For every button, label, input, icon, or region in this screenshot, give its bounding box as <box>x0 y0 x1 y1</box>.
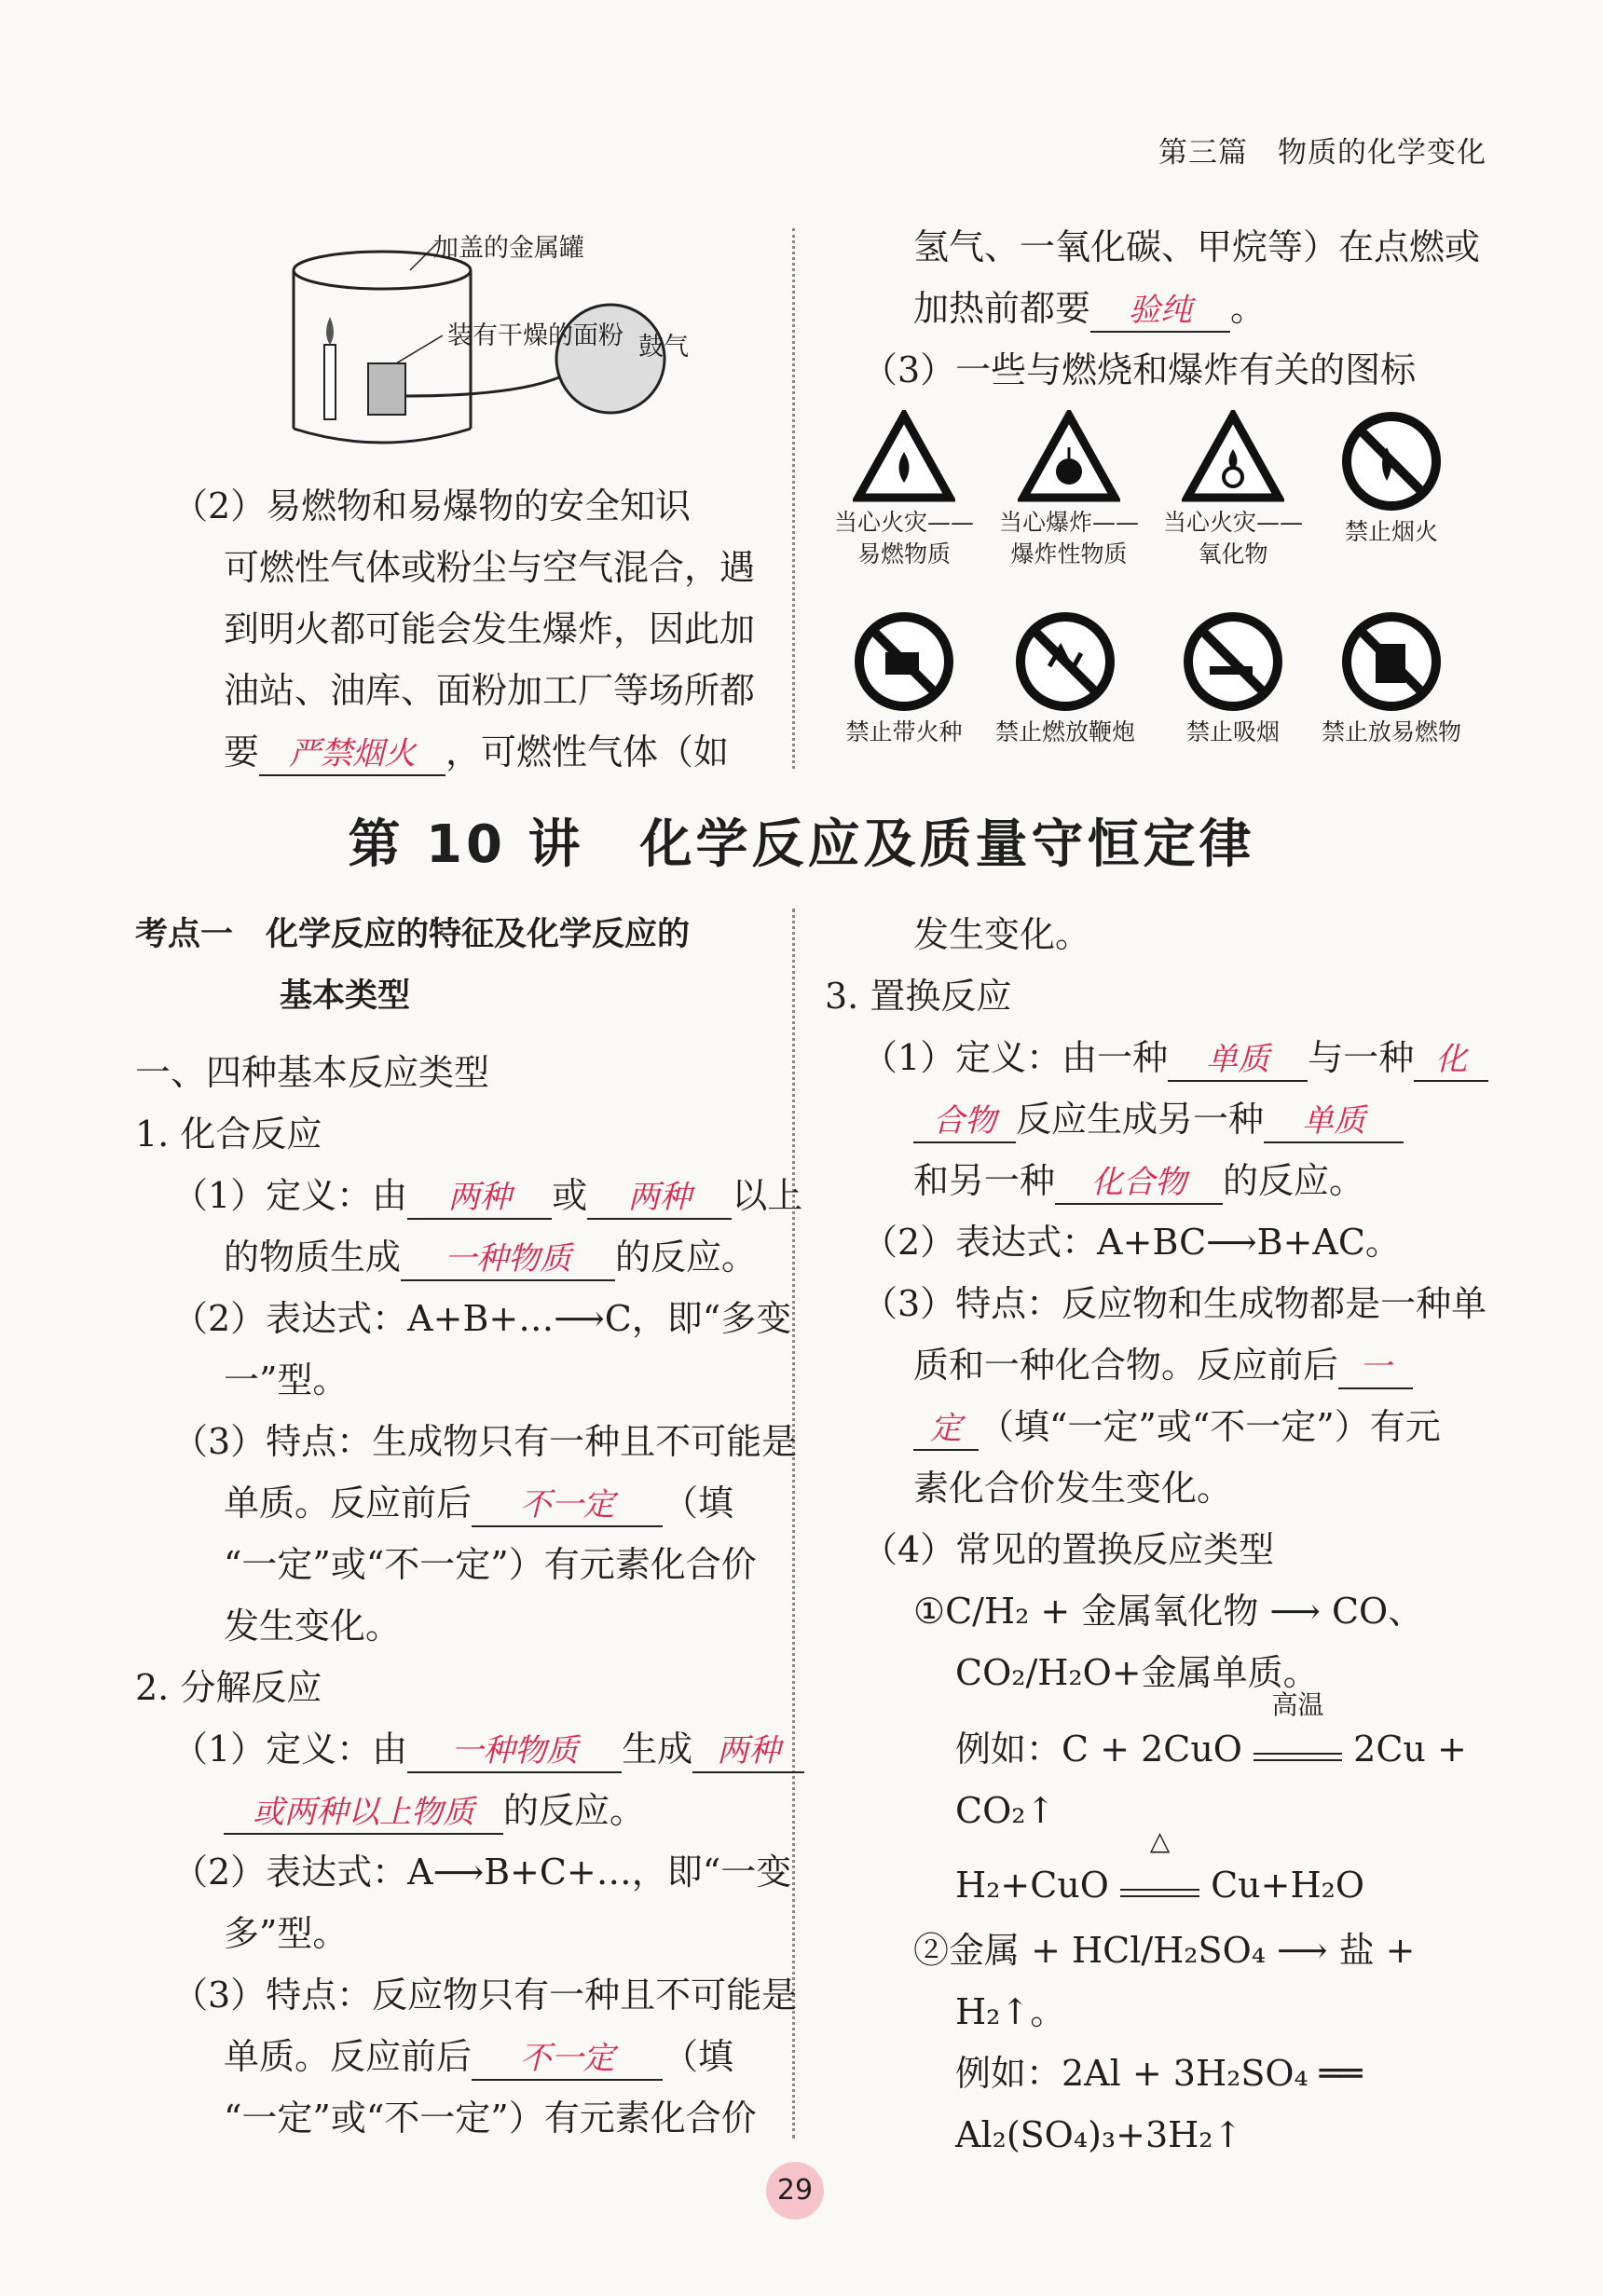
sign-caption: 当心火灾—— <box>1163 509 1304 536</box>
text: 加热前都要 <box>913 288 1091 329</box>
sign-caption: 禁止带火种 <box>845 718 963 745</box>
sign-no-firecrackers <box>995 610 1135 748</box>
combination-heading: 1. 化合反应 <box>135 1114 322 1155</box>
example-3-line-2: Al₂(SO₄)₃+3H₂↑ <box>955 2114 1243 2155</box>
text: 的反应。 <box>615 1237 758 1278</box>
condition-high-temp: 高温 <box>1271 1689 1324 1720</box>
disp-def-line-1 <box>862 1027 1488 1088</box>
decomp-feat-line-1: （3）特点：反应物只有一种且不可能是 <box>172 1975 798 2016</box>
answer-blank: 一种物质 <box>407 1730 622 1773</box>
sign-no-kindling <box>834 610 974 748</box>
disp-feat-line-3 <box>913 1396 1441 1457</box>
example-2-line <box>955 1825 1365 1916</box>
warning-oxidizer-icon <box>1182 410 1284 503</box>
text: （填 <box>663 1483 734 1524</box>
gas-line-2 <box>913 278 1266 339</box>
text: （填“一定”或“不一定”）有元 <box>979 1406 1441 1447</box>
sign-explosive <box>999 410 1139 570</box>
answer-blank: 验纯 <box>1090 290 1230 333</box>
comb-feat-line-3: “一定”或“不一定”）有元素化合价 <box>224 1544 757 1585</box>
text: （1）定义：由 <box>172 1729 408 1770</box>
text: 单质。反应前后 <box>224 2036 473 2077</box>
icons-heading: （3）一些与燃烧和爆炸有关的图标 <box>862 349 1417 390</box>
no-flammables-icon <box>1340 610 1443 713</box>
answer-blank: 严禁烟火 <box>259 733 445 776</box>
disp-feat-line-1: （3）特点：反应物和生成物都是一种单 <box>862 1283 1487 1324</box>
sign-caption: 当心爆炸—— <box>999 509 1140 536</box>
sign-caption: 禁止燃放鞭炮 <box>995 718 1136 745</box>
lecture-title: 第 10 讲 化学反应及质量守恒定律 <box>348 814 1255 875</box>
text: 的反应。 <box>1223 1160 1365 1201</box>
safety-line-3: 油站、油库、面粉加工厂等场所都 <box>224 670 756 711</box>
type-2-line-1: ②金属 + HCl/H₂SO₄ ⟶ 盐 + <box>913 1930 1416 1971</box>
page-number: 29 <box>766 2162 824 2220</box>
sign-no-fire <box>1322 410 1461 548</box>
decomposition-heading: 2. 分解反应 <box>135 1667 322 1708</box>
running-header <box>1158 129 1487 171</box>
disp-feat-line-4: 素化合价发生变化。 <box>913 1468 1233 1509</box>
text: Cu+H₂O <box>1211 1865 1365 1906</box>
type-1-line-2: CO₂/H₂O+金属单质。 <box>955 1652 1319 1693</box>
comb-def-line-1 <box>172 1165 802 1226</box>
safety-heading: （2）易燃物和易爆物的安全知识 <box>172 485 692 526</box>
text: 生成 <box>622 1729 693 1770</box>
sign-caption: 禁止烟火 <box>1344 518 1438 545</box>
text: 例如：C + 2CuO <box>955 1729 1242 1770</box>
kaodian-heading-2: 基本类型 <box>280 977 411 1015</box>
column-divider-bottom <box>792 909 795 2139</box>
text: 反应生成另一种 <box>1016 1099 1265 1140</box>
sign-caption: 氧化物 <box>1198 540 1268 567</box>
answer-blank: 两种 <box>587 1177 732 1220</box>
answer-blank: 化合物 <box>1055 1162 1223 1205</box>
warning-flammable-icon <box>853 410 955 503</box>
reaction-condition <box>1254 1689 1342 1761</box>
subject-label: 物质的化学变化 <box>1278 136 1487 170</box>
disp-feat-line-2 <box>913 1334 1413 1396</box>
comb-feat-line-4: 发生变化。 <box>224 1606 402 1647</box>
text: 单质。反应前后 <box>224 1483 473 1524</box>
sign-caption: 禁止吸烟 <box>1185 718 1280 745</box>
disp-def-line-2 <box>913 1088 1404 1150</box>
text: 与一种 <box>1308 1037 1415 1078</box>
answer-blank: 或两种以上物质 <box>224 1792 503 1835</box>
answer-blank: 一种物质 <box>401 1238 615 1281</box>
text: （1）定义：由 <box>172 1175 408 1216</box>
label-flour: 装有干燥的面粉 <box>447 321 623 350</box>
comb-expr-line-2: 一”型。 <box>224 1360 349 1401</box>
comb-expr-line-1: （2）表达式：A+B+…⟶C，即“多变 <box>172 1298 792 1339</box>
answer-blank: 不一定 <box>472 1484 663 1527</box>
text: 要 <box>224 731 260 772</box>
label-blow-air: 鼓气 <box>638 333 689 362</box>
equals-sign <box>1120 1889 1199 1897</box>
condition-heat: △ <box>1149 1825 1171 1856</box>
answer-blank: 不一定 <box>472 2038 663 2081</box>
equals-sign <box>1254 1753 1342 1761</box>
column-divider-top <box>792 228 795 769</box>
label-metal-can: 加盖的金属罐 <box>433 234 584 263</box>
no-fire-icon <box>1340 410 1443 512</box>
section-label: 第三篇 <box>1158 136 1248 170</box>
answer-blank: 定 <box>913 1408 979 1451</box>
decomp-feat-line-3: “一定”或“不一定”）有元素化合价 <box>224 2098 757 2139</box>
sign-oxidizer <box>1163 410 1303 570</box>
comb-feat-line-1: （3）特点：生成物只有一种且不可能是 <box>172 1421 798 1462</box>
displacement-heading: 3. 置换反应 <box>825 976 1012 1017</box>
answer-blank: 单质 <box>1168 1039 1308 1082</box>
example-1-line-2: CO₂↑ <box>955 1790 1056 1831</box>
sign-flammable <box>834 410 974 570</box>
text: 的反应。 <box>503 1790 646 1831</box>
sign-no-smoking <box>1163 610 1303 748</box>
decomp-def-line-1 <box>172 1718 804 1780</box>
reaction-condition <box>1120 1825 1199 1897</box>
sign-caption: 爆炸性物质 <box>1010 540 1128 567</box>
decomp-def-line-2 <box>224 1780 645 1841</box>
no-smoking-icon <box>1182 610 1284 713</box>
safety-line-2: 到明火都可能会发生爆炸，因此加 <box>224 608 756 649</box>
text: 或 <box>552 1175 588 1216</box>
text: 。 <box>1230 288 1267 329</box>
sign-caption: 禁止放易燃物 <box>1322 718 1462 745</box>
text: ，可燃性气体（如 <box>445 731 730 772</box>
text: （1）定义：由一种 <box>862 1037 1169 1078</box>
answer-blank: 合物 <box>913 1100 1016 1143</box>
example-1-line-1 <box>955 1689 1467 1780</box>
decomp-feat-line-2 <box>224 2026 733 2087</box>
text: 和另一种 <box>913 1160 1056 1201</box>
text: 的物质生成 <box>224 1237 402 1278</box>
comb-feat-line-2 <box>224 1472 733 1534</box>
kaodian-heading-1: 考点一 化学反应的特征及化学反应的 <box>135 916 691 953</box>
sign-caption: 易燃物质 <box>856 540 951 567</box>
section-four-types: 一、四种基本反应类型 <box>135 1052 490 1093</box>
decomp-expr-line-1: （2）表达式：A⟶B+C+…，即“一变 <box>172 1852 792 1893</box>
gas-line-1: 氢气、一氧化碳、甲烷等）在点燃或 <box>913 226 1481 267</box>
text: 质和一种化合物。反应前后 <box>913 1345 1339 1386</box>
warning-explosive-icon <box>1018 410 1120 503</box>
carryover-line: 发生变化。 <box>913 914 1091 955</box>
text: 以上 <box>732 1175 803 1216</box>
disp-def-line-3 <box>913 1150 1364 1211</box>
answer-blank: 单质 <box>1264 1100 1404 1143</box>
decomp-expr-line-2: 多”型。 <box>224 1913 349 1954</box>
no-matches-icon <box>853 610 955 713</box>
disp-expr-line: （2）表达式：A+BC⟶B+AC。 <box>862 1222 1401 1263</box>
comb-def-line-2 <box>224 1226 757 1288</box>
type-2-line-2: H₂↑。 <box>955 1991 1066 2032</box>
safety-line-1: 可燃性气体或粉尘与空气混合，遇 <box>224 547 756 588</box>
no-firecrackers-icon <box>1014 610 1117 713</box>
answer-blank: 化 <box>1414 1039 1488 1082</box>
text: 2Cu + <box>1353 1729 1467 1770</box>
text: H₂+CuO <box>955 1865 1109 1906</box>
answer-blank: 两种 <box>407 1177 552 1220</box>
type-1-line-1: ①C/H₂ + 金属氧化物 ⟶ CO、 <box>913 1591 1424 1632</box>
sign-no-flammables <box>1322 610 1461 748</box>
answer-blank: 一 <box>1338 1346 1413 1389</box>
sign-caption: 当心火灾—— <box>834 509 975 536</box>
text: （填 <box>663 2036 734 2077</box>
answer-blank: 两种 <box>692 1730 804 1773</box>
common-types-heading: （4）常见的置换反应类型 <box>862 1529 1275 1570</box>
safety-line-4 <box>224 721 729 783</box>
example-3-line-1: 例如：2Al + 3H₂SO₄ ══ <box>955 2053 1363 2094</box>
